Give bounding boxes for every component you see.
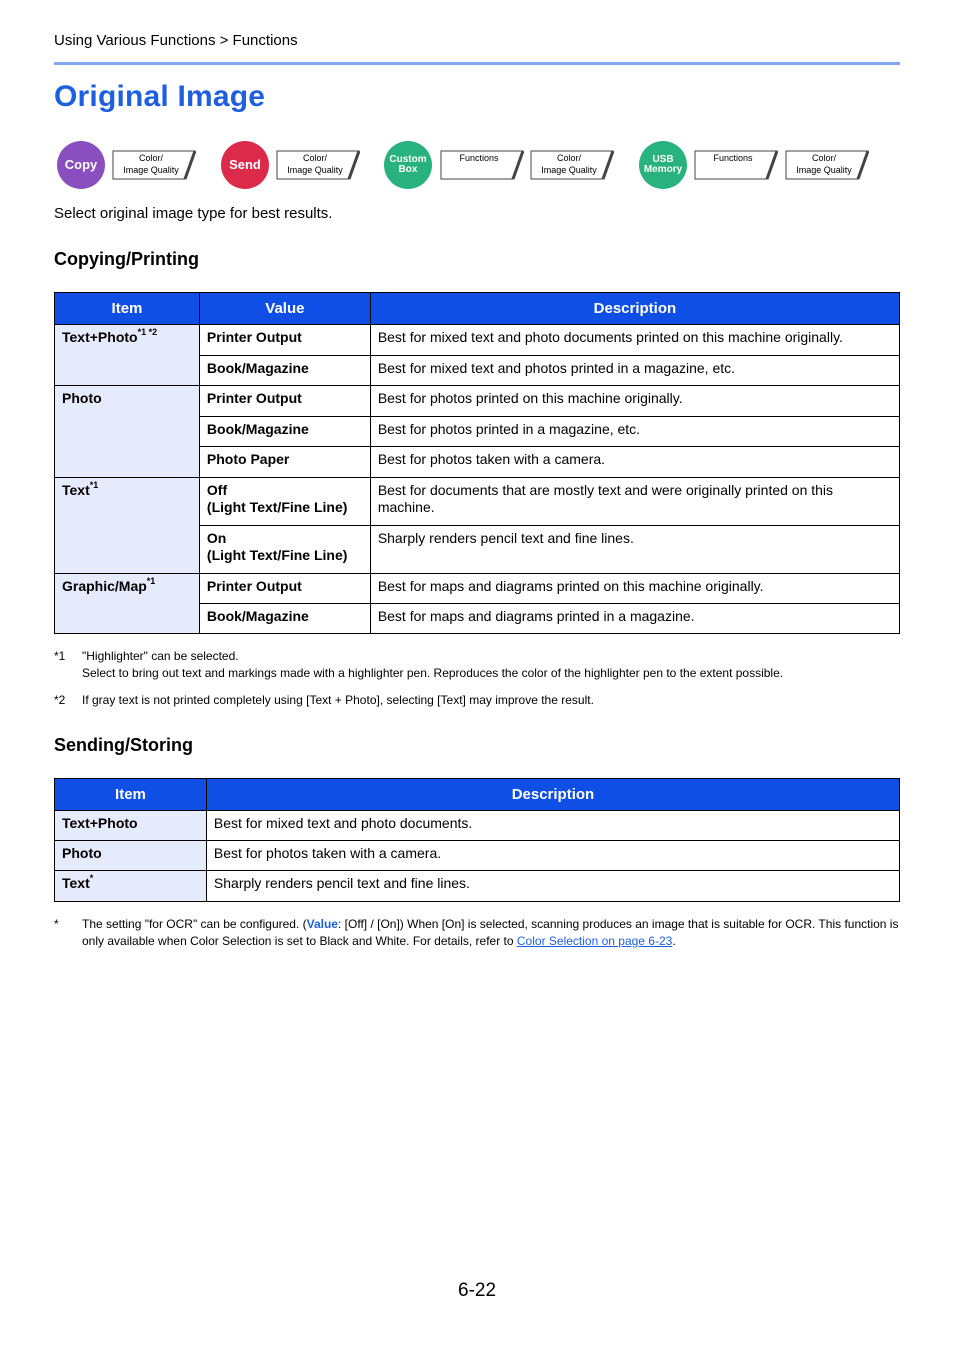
item-label: Text [62,875,90,891]
value-cell: Book/Magazine [199,417,370,447]
custom-box-badge[interactable] [384,141,432,189]
tag-label [530,152,608,176]
value-line2: (Light Text/Fine Line) [206,499,348,515]
footnote-mid: : [Off] / [On]) When [On] is selected, scanning produces an image that is suitable for OCR. This function is only available when Color Selection is set to Black and White. For details, refer to [82,917,899,948]
description-cell: Best for photos printed on this machine originally. [370,386,899,417]
table-row [55,325,900,356]
item-cell [55,871,207,902]
description-cell: Best for mixed text and photos printed in a magazine, etc. [370,356,899,386]
item-cell [55,478,200,574]
tag-label-line1: Color/ [302,153,327,163]
value-cell: Printer Output [199,574,370,604]
footnote-pre: The setting "for OCR" can be configured. ( [82,917,307,931]
description-cell: Best for mixed text and photo documents. [206,811,899,841]
col-description-header: Description [370,293,899,325]
item-label: Text [62,482,90,498]
custom-box-label-1: Custom [389,154,427,165]
value-cell: Printer Output [199,325,370,356]
sending-table [54,778,900,902]
description-cell: Best for documents that are mostly text and were originally printed on this machine. [370,478,899,526]
tag-label [112,152,190,176]
copying-table [54,292,900,634]
value-line1: On [206,530,227,546]
tag-label-line1: Color/ [811,153,836,163]
header-rule [54,62,900,65]
footnote-text [82,916,900,950]
item-label: Text+Photo [62,329,138,345]
footnote-ref: *1 *2 [137,327,158,338]
item-cell: Photo [55,841,207,871]
description-cell: Sharply renders pencil text and fine lines. [370,526,899,574]
footnote-ocr [54,916,900,952]
tag-label-line2: Image Quality [287,165,343,175]
usb-label-2: Memory [643,164,683,175]
description-cell: Best for maps and diagrams printed in a magazine. [370,604,899,634]
color-selection-link[interactable]: Color Selection on page 6-23 [516,934,673,948]
item-cell [55,325,200,386]
footnote-ref: *1 [146,576,156,587]
copying-heading: Copying/Printing [54,249,199,269]
description-cell: Best for photos taken with a camera. [370,447,899,478]
footnote-ref: * [89,873,94,884]
col-item-header: Item [55,779,207,811]
footnote-marker: *2 [54,693,66,707]
table-row [55,386,900,417]
footnote-post: . [672,934,676,948]
value-line1: Off [206,482,228,498]
description-cell: Best for photos printed in a magazine, etc. [370,417,899,447]
table-header-row [55,293,900,325]
table-row [55,871,900,902]
custom-box-label-2: Box [398,164,418,175]
tag-label-line1: Color/ [556,153,581,163]
value-cell: Photo Paper [199,447,370,478]
footnote-line2: Select to bring out text and markings made with a highlighter pen. Reproduces the color of the highlighter pen to the extent possible. [82,666,784,680]
footnote-marker: *1 [54,649,66,663]
description-cell: Sharply renders pencil text and fine lines. [206,871,899,902]
copy-badge[interactable]: Copy [57,141,105,189]
tag-label [276,152,354,176]
item-cell [55,574,200,634]
table-row [55,478,900,526]
tag-color-image-quality[interactable] [785,150,869,180]
tag-label [785,152,863,176]
value-cell: Printer Output [199,386,370,417]
description-cell: Best for maps and diagrams printed on this machine originally. [370,574,899,604]
page-title: Original Image [54,80,266,113]
description-cell: Best for photos taken with a camera. [206,841,899,871]
value-keyword: Value [306,917,338,931]
value-line2: (Light Text/Fine Line) [206,547,348,563]
intro-text: Select original image type for best results. [54,205,333,222]
page-number: 6-22 [458,1280,497,1301]
tag-color-image-quality[interactable] [530,150,614,180]
table-row [55,841,900,871]
value-cell [199,478,370,526]
tag-label-line2: Image Quality [541,165,597,175]
breadcrumb: Using Various Functions > Functions [54,32,298,49]
description-cell: Best for mixed text and photo documents printed on this machine originally. [370,325,899,356]
item-label: Graphic/Map [62,578,147,594]
footnote-text: If gray text is not printed completely using [Text + Photo], selecting [Text] may improve the result. [82,693,594,707]
send-badge[interactable]: Send [221,141,269,189]
item-cell: Text+Photo [55,811,207,841]
footnote-ref: *1 [89,480,99,491]
table-row [55,811,900,841]
item-cell: Photo [55,386,200,478]
col-value-header: Value [199,293,370,325]
footnote-line1: "Highlighter" can be selected. [82,649,239,663]
footnote-1 [54,648,900,684]
tag-functions[interactable] [440,150,524,180]
value-cell: Book/Magazine [199,356,370,386]
col-item-header: Item [55,293,200,325]
value-cell: Book/Magazine [199,604,370,634]
function-path-row [0,141,954,191]
usb-memory-badge[interactable] [639,141,687,189]
tag-label: Functions [459,153,499,163]
footnote-marker: * [54,917,59,931]
value-cell [199,526,370,574]
table-row [55,574,900,604]
tag-functions[interactable] [694,150,778,180]
footnote-text [82,648,900,682]
col-description-header: Description [206,779,899,811]
tag-color-image-quality[interactable] [276,150,360,180]
footnote-2 [54,692,900,710]
table-header-row [55,779,900,811]
tag-label-line1: Color/ [138,153,163,163]
tag-label: Functions [713,153,753,163]
sending-heading: Sending/Storing [54,735,193,755]
tag-label-line2: Image Quality [123,165,179,175]
tag-color-image-quality[interactable] [112,150,196,180]
usb-label-1: USB [652,154,674,165]
tag-label-line2: Image Quality [796,165,852,175]
